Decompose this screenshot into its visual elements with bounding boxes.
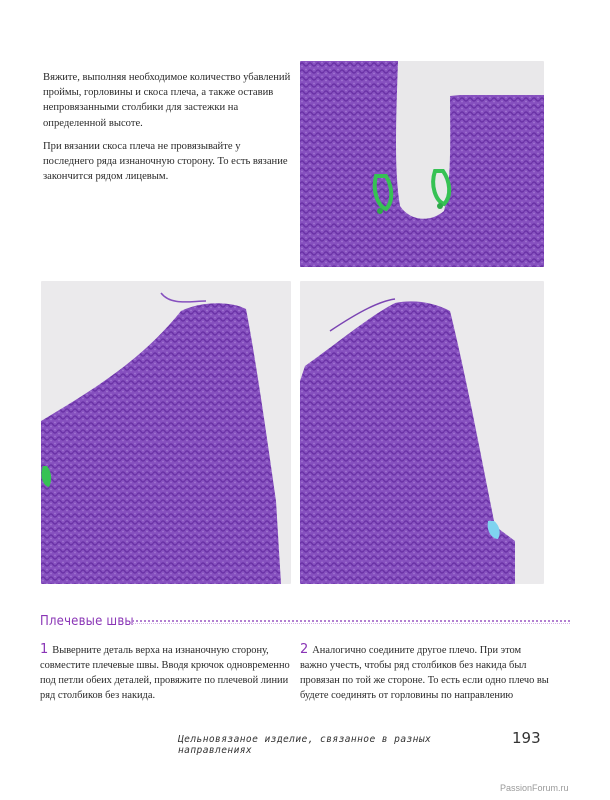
step-1 (40, 642, 290, 703)
intro-text (43, 70, 293, 192)
step-number: 1 (40, 642, 49, 657)
running-title: Цельновязаное изделие, связанное в разных направлениях (178, 734, 432, 756)
intro-paragraph-1: Вяжите, выполняя необходимое количество убавлений проймы, горловины и скоса плеча, а также оставив непровязанными столбики для застежки на определенной высоте. (43, 72, 291, 129)
section-divider (132, 620, 570, 622)
intro-paragraph-2: При вязании скоса плеча не провязывайте у последнего ряда изнаночную сторону. То есть вязание закончится рядом лицевым. (43, 140, 288, 183)
step-text: Аналогично соедините другое плечо. При этом важно учесть, чтобы ряд столбиков без накида был провязан по той же стороне. То есть если одно плечо вы будете соединять от горловины по направлению (300, 645, 549, 701)
step-number: 2 (300, 642, 309, 657)
photo-shoulder-joined (300, 281, 544, 584)
step-text: Выверните деталь верха на изнаночную сторону, совместите плечевые швы. Вводя крючок одновременно под петли обеих деталей, провяжите по плечевой линии ряд столбиков без накида. (40, 645, 290, 701)
watermark: PassionForum.ru (500, 783, 569, 793)
page-number: 193 (512, 729, 541, 747)
section-divider-secondary (132, 623, 570, 624)
photo-shoulder-left (41, 281, 291, 584)
step-2 (300, 642, 550, 703)
section-title: Плечевые швы (40, 614, 134, 629)
photo-neckline-markers (300, 61, 544, 267)
